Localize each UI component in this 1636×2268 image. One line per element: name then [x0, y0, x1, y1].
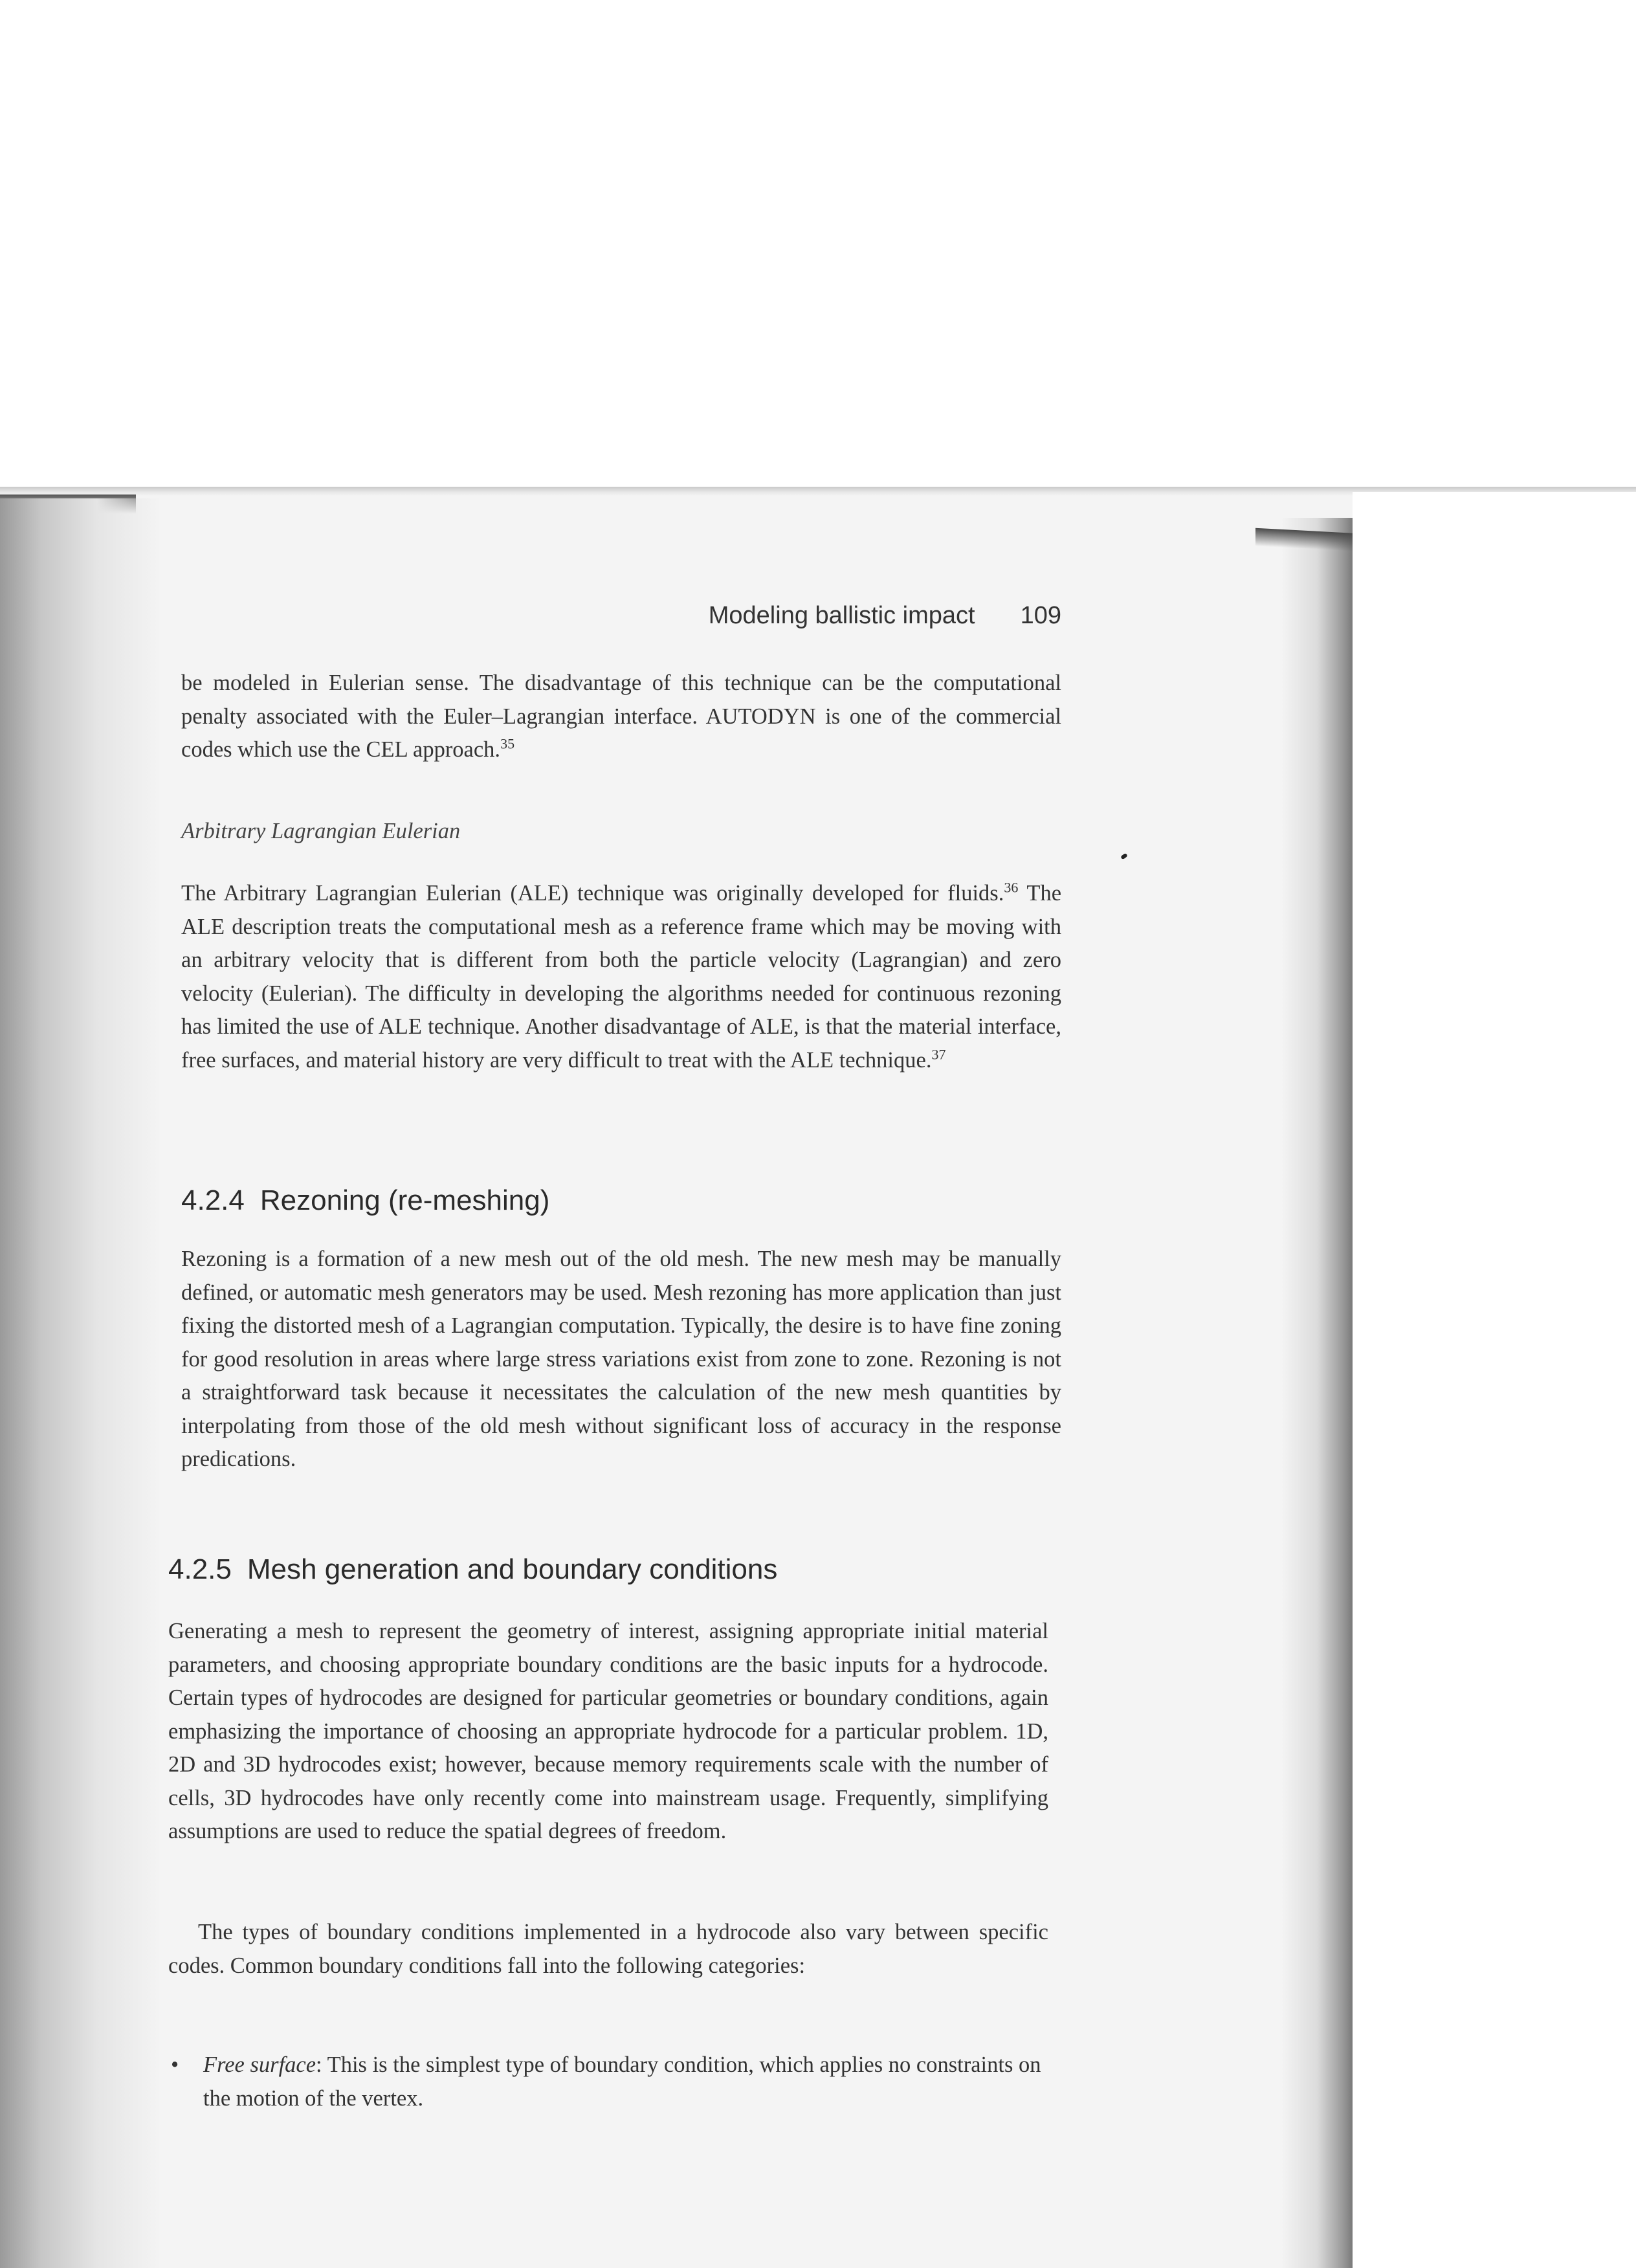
section-number: 4.2.5 — [168, 1553, 232, 1585]
subsection-ale-heading — [181, 819, 1061, 844]
bullet-term: Free surface — [203, 2052, 316, 2077]
bullet-description: : This is the simplest type of boundary condition, which applies no constraints on the motion of the vertex. — [203, 2052, 1041, 2111]
page-number: 109 — [1020, 602, 1061, 629]
paragraph-rezoning — [181, 1243, 1061, 1476]
citation-ref: 36 — [1004, 879, 1019, 896]
citation-ref: 37 — [931, 1046, 946, 1062]
right-edge-shadow — [1281, 518, 1353, 2268]
section-heading — [181, 1184, 1061, 1217]
paragraph-ale-text-1: The Arbitrary Lagrangian Eulerian (ALE) technique was originally developed for fluids. — [181, 881, 1004, 906]
paragraph-text: The types of boundary conditions implemented in a hydrocode also vary between specific codes. Common boundary conditions fall into the following categories: — [168, 1920, 1048, 1978]
bullet-marker: • — [171, 2052, 179, 2077]
paragraph-text: Generating a mesh to represent the geometry of interest, assigning appropriate initial material parameters, and choosing appropriate boundary conditions are the basic inputs for a hydrocode. Certain types of hydrocodes are designed for particular geometries or boundary conditions, again emphasizing the importance of choosing an appropriate hydrocode for a particular problem. 1D, 2D and 3D hydrocodes exist; however, because memory requirements scale with the number of cells, 3D hydrocodes have only recently come into mainstream usage. Frequently, simplifying assumptions are used to reduce the spatial degrees of freedom. — [168, 1619, 1048, 1843]
paragraph-text — [181, 877, 1061, 1077]
subsection-title: Arbitrary Lagrangian Eulerian — [181, 819, 461, 843]
paragraph-cel — [181, 667, 1061, 767]
gutter-shadow — [0, 498, 162, 2268]
section-title: Rezoning (re-meshing) — [260, 1184, 550, 1216]
section-heading-rezoning — [181, 1184, 1061, 1217]
paragraph-text: Rezoning is a formation of a new mesh out of the old mesh. The new mesh may be manually defined, or automatic mesh generators may be used. Mesh rezoning has more application than just fixing the distorted mesh of a Lagrangian computation. Typically, the desire is to have fine zoning for good resolution in areas where large stress variations exist from zone to zone. Rezoning is not a straightforward task because it necessitates the calculation of the new mesh quantities by interpolating from those of the old mesh without significant loss of accuracy in the response predications. — [181, 1247, 1061, 1471]
section-number: 4.2.4 — [181, 1184, 245, 1216]
section-heading — [168, 1553, 1048, 1586]
bullet-text — [203, 2049, 1061, 2115]
section-title: Mesh generation and boundary conditions — [247, 1553, 778, 1585]
running-head-title: Modeling ballistic impact — [708, 602, 975, 629]
running-head — [709, 602, 1061, 630]
section-heading-mesh — [168, 1553, 1048, 1586]
paragraph-mesh — [168, 1615, 1048, 1849]
paragraph-text — [181, 667, 1061, 767]
paragraph-boundary — [168, 1916, 1048, 1983]
paragraph-ale — [181, 877, 1061, 1077]
scanner-background — [1353, 492, 1636, 2268]
paragraph-ale-text-2: The ALE description treats the computational mesh as a reference frame which may be moving with an arbitrary velocity that is different from both the particle velocity (Lagrangian) and zero velocity (Eulerian). The difficulty in developing the algorithms needed for continuous rezoning has limited the use of ALE technique. Another disadvantage of ALE, is that the material interface, free surfaces, and material history are very difficult to treat with the ALE technique. — [181, 881, 1062, 1073]
paragraph-cel-text: be modeled in Eulerian sense. The disadvantage of this technique can be the computational penalty associated with the Euler–Lagrangian interface. AUTODYN is one of the commercial codes which use the CEL approach. — [181, 671, 1061, 762]
citation-ref: 35 — [500, 735, 515, 752]
list-item — [171, 2049, 1061, 2115]
